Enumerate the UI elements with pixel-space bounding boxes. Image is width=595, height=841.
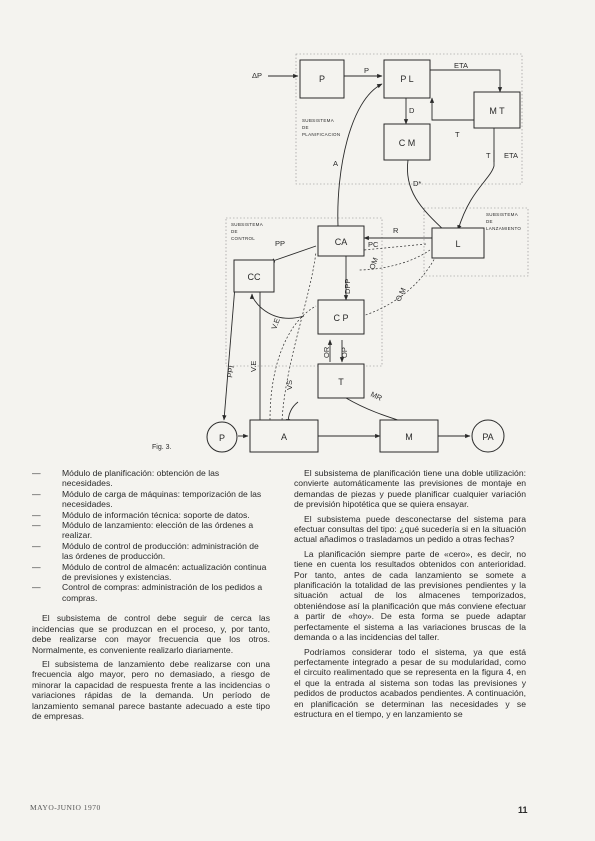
subsystem-lanzamiento-label-1: SUBSISTEMA (486, 212, 519, 217)
module-list (32, 468, 270, 603)
flow-eta-top (430, 70, 500, 92)
right-column (294, 468, 526, 719)
flow-label-vs: VS (285, 379, 294, 390)
flow-label-eta-mt: ETA (504, 151, 519, 160)
flow-label-d-star: D* (413, 179, 422, 188)
flow-label-t-cm: T (455, 130, 460, 139)
list-item: — Módulo de control de almacén: actualización continua de previsiones y existencias. (32, 561, 267, 583)
flow-label-om: O.M (393, 286, 408, 303)
subsystem-lanzamiento-label-2: DE (486, 219, 493, 224)
flow-label-r: R (393, 226, 399, 235)
flow-label-pc: PC (368, 240, 379, 249)
flow-label-p-to-pl: P (364, 66, 370, 75)
subsystem-planificacion-label-2: DE (302, 125, 309, 130)
flow-pp (270, 246, 316, 262)
issue-date: MAYO-JUNIO 1970 (30, 803, 101, 812)
subsystem-control-label-2: DE (231, 229, 238, 234)
flow-label-pp: PP (275, 239, 286, 248)
flow-d-star (407, 160, 446, 232)
flow-feedback-2 (282, 252, 316, 420)
flow-label-or: OR (322, 346, 331, 358)
paragraph: La planificación siempre parte de «cero», es decir, no tiene en cuenta los resultados obtenidos con anterioridad. Por tanto, antes de cada lanzamiento se somete a planificación la totalidad de las previsiones pendientes y la situación actual de los almacenes temporizados, obteniéndose así la planificación que más conviene efectuar a partir de «hoy». De esta forma se puede adaptar perfectamente el sistema a las variaciones bruscas de la demanda o a las incidencias del taller. (294, 548, 526, 643)
flow-label-eta-top: ETA (454, 61, 469, 70)
flow-t-cm (432, 98, 474, 120)
flow-label-ppi: PPI (225, 364, 237, 379)
node-l-label: L (455, 239, 461, 249)
node-t-label: T (338, 377, 344, 387)
left-column (32, 468, 270, 721)
list-item: — Módulo de planificación: obtención de las necesidades. (32, 468, 220, 489)
flow-label-op: OP (340, 347, 349, 358)
node-cc-label: CC (247, 272, 261, 282)
node-a-label: A (280, 432, 288, 442)
paragraph: El subsistema puede desconectarse del sistema para efectuar consultas del tipo: ¿qué sucedería si en la situación actual añadimos o trasladamos un pedido a otras fechas? (294, 513, 526, 545)
node-mt-label: M T (489, 106, 505, 116)
flow-label-delta-p: ΔP (252, 71, 263, 80)
paragraph: El subsistema de planificación tiene una doble utilización: convierte automáticamente las previsiones de montaje en demandas de piezas y puede planificar cualquier variación de previsión hipotética que se quiera ensayar. (294, 468, 526, 510)
flow-label-om-small: OM (367, 256, 381, 271)
flow-label-dpp: DPP (343, 278, 352, 294)
subsystem-planificacion-label-1: SUBSISTEMA (302, 118, 335, 123)
flow-label-t-mt: T (486, 151, 491, 160)
node-cm-label: C M (398, 138, 416, 148)
node-p-top-label: P (318, 74, 326, 84)
node-pa-label: PA (482, 432, 494, 442)
subsystem-lanzamiento-label-3: LANZAMIENTO (486, 226, 522, 231)
list-item: — Control de compras: administración de los pedidos a compras. (32, 582, 263, 603)
flow-ppi (224, 274, 236, 420)
paragraph: El subsistema de control debe seguir de cerca las incidencias que se produzcan en el proceso, y, por tanto, debe realizarse con mayor frecuencia que los otros. Normalmente, es conveniente realizarlo diariamente. (32, 613, 270, 655)
subsystem-planificacion-label-3: PLANIFICACION (302, 132, 341, 137)
node-m-label: M (405, 432, 413, 442)
flow-label-ve-mid: V.E (269, 316, 282, 331)
flow-label-mr: MR (369, 389, 384, 403)
list-item: — Módulo de carga de máquinas: temporización de las necesidades. (32, 488, 262, 510)
figure-caption: Fig. 3. (152, 444, 172, 451)
flow-label-ve-low: V.E (249, 360, 258, 372)
node-p-circle-label: P (218, 433, 226, 443)
list-item: — Módulo de control de producción: administración de las órdenes de producción. (32, 540, 259, 562)
flow-a-up (338, 84, 382, 226)
paragraph: Podríamos considerar todo el sistema, ya que está perfectamente integrado a pesar de su modularidad, como el circuito realimentado que se representa en la figura 4, en el que la entrada al sistema son todas las previsiones y pedidos de productos acabados pendientes. A continuación, en planificación se determinan las necesidades y se estructura en el tiempo, y en lanzamiento se (294, 646, 526, 719)
flow-label-a-up: A (333, 159, 339, 168)
subsystem-control-label-3: CONTROL (231, 236, 256, 241)
subsystem-control-label-1: SUBSISTEMA (231, 222, 264, 227)
paragraph: El subsistema de lanzamiento debe realizarse con una frecuencia algo mayor, pero no demasiado, a riesgo de minorar la capacidad de respuesta frente a las incidencias o variaciones rápidas de la demanda. Un período de lanzamiento semanal parece bastante adecuado a este tipo de empresas. (32, 658, 270, 721)
node-pl-label: P L (400, 74, 414, 84)
flow-label-d: D (409, 106, 415, 115)
list-item: — Módulo de lanzamiento: elección de las órdenes a realizar. (32, 520, 254, 541)
node-ca-label: CA (334, 237, 348, 247)
page-number: 11 (518, 805, 528, 815)
node-cp-label: C P (333, 313, 349, 323)
list-item: — Módulo de información técnica: soporte de datos. (32, 509, 250, 520)
